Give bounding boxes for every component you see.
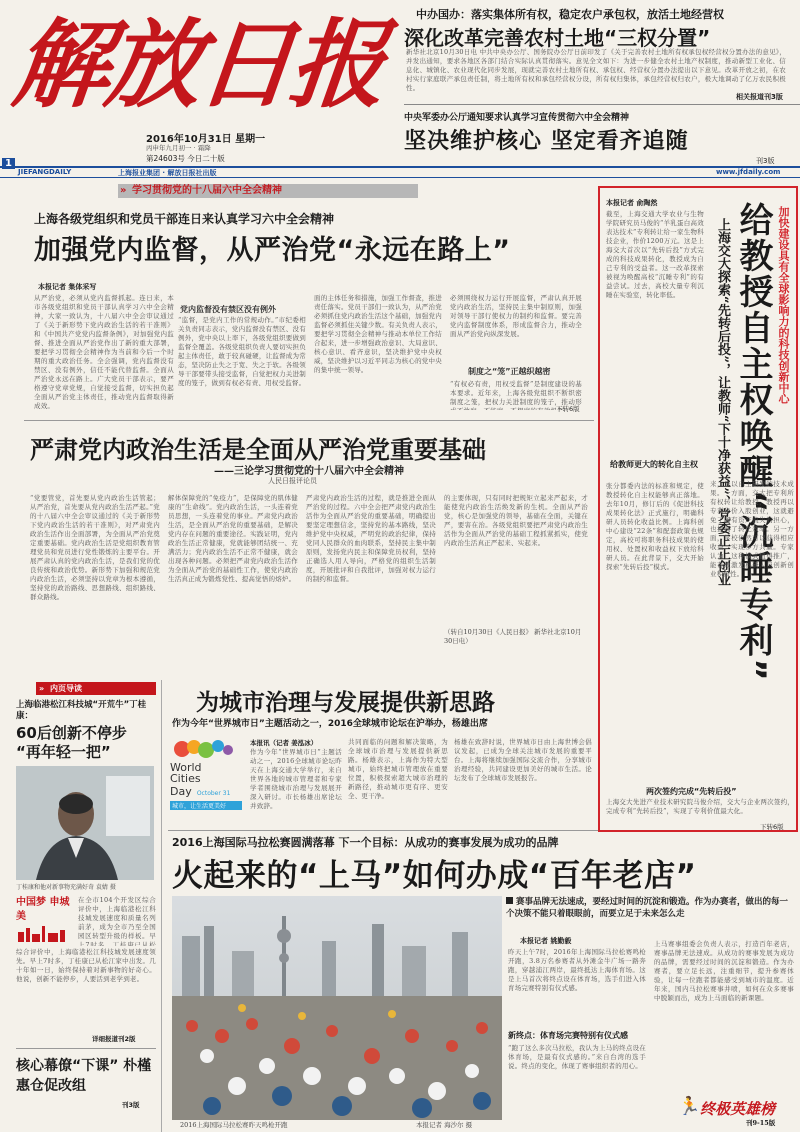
lead-story-byline: 本报记者 集体采写 [38,283,97,291]
publisher-line: 上海报业集团 · 解放日报社出版 [118,169,217,177]
right-feature-col-d [606,798,794,824]
lead-story-subhead1: 党内监督没有禁区没有例外 [180,305,276,314]
inside-guide-label-text: 内页导读 [50,684,82,693]
marathon-col1 [508,948,646,1024]
guide-item2-body [78,896,156,946]
second-news-headline[interactable]: 坚决维护核心 坚定看齐追随 [404,129,689,154]
deck-square-icon [506,897,513,904]
banner-arrow-icon: » [120,185,127,196]
website-left[interactable]: JIEFANGDAILY [18,168,72,176]
guide-arrow-icon: » [39,684,45,693]
lead-story-col3 [314,294,442,414]
top-news-kicker[interactable]: 中办国办：落实集体所有权，稳定农户承包权，放活土地经营权 [416,8,724,21]
marathon-kicker[interactable]: 2016上海国际马拉松赛圆满落幕 下一个目标：从成功的赛事发展为成功的品牌 [172,836,559,849]
colorful-circles-icon [170,736,240,762]
lead-story [24,204,594,414]
commentary-article [24,424,594,674]
commentary-col1 [30,494,160,672]
lead-story-col2 [178,316,306,414]
lead-story-kicker[interactable]: 上海各级党组织和党员干部连日来认真学习六中全会精神 [34,212,335,226]
second-news-more[interactable]: 刊3版 [756,157,775,165]
runner-icon: 🏃 [678,1096,701,1117]
wcd-line1: World [170,761,202,774]
wcd-date: October 31 [196,790,231,797]
lead-story-col4 [450,294,582,364]
marathon-col2 [654,940,794,1090]
marathon-deck-text: 赛事品牌无法速成，要经过时间的沉淀和锻造。作为办赛者，做出的每一个决策不能只着眼眼前，而要立足于未来怎么走 [506,897,789,919]
right-feature-byline: 本报记者 俞陶然 [606,199,658,207]
top-news-more[interactable]: 相关报道刊3版 [736,93,783,101]
right-feature-headline[interactable]: 给教授自主权唤醒“沉睡专利” [733,202,773,683]
marathon-photo[interactable] [172,896,502,1120]
marathon-photo-caption: 2016上海国际马拉松赛昨天鸣枪开跑 [180,1121,288,1129]
guide-item1-photo[interactable] [16,766,154,880]
commentary-headline[interactable]: 严肃党内政治生活是全面从严治党重要基础 [30,436,486,464]
guide-item3-headline[interactable]: 核心幕僚“下课” 朴槿惠仓促改组 [16,1058,152,1094]
marathon-subhead: 新终点：体育场完赛特别有仪式感 [508,1031,628,1040]
commentary-col3 [306,494,436,672]
marathon-col1b [508,1044,646,1128]
china-dream-logo-text: 中国梦 申城美 [16,897,70,922]
portrait-image [16,766,154,880]
commentary-col2 [168,494,298,672]
lead-story-subhead2: 制度之“笼”正越织越密 [468,367,551,376]
urban-story-byline: 本报讯（记者 姜泓冰） [250,739,318,747]
urban-story-col2 [348,738,448,824]
guide-item1-headline[interactable]: 60后创新不停步 “再年轻一把” [16,724,127,761]
top-news-headline[interactable]: 深化改革完善农村土地“三权分置” [404,26,711,50]
marathon-photo-credit: 本报记者 海沙尔 摄 [416,1121,473,1129]
lead-story-headline[interactable]: 加强党内监督，从严治党“永远在路上” [34,235,511,266]
marathon-byline: 本报记者 姚勤毅 [520,937,572,945]
second-news-kicker[interactable]: 中央军委办公厅通知要求认真学习宣传贯彻六中全会精神 [404,113,630,123]
right-feature-box [598,186,798,832]
inside-guide-label [36,682,156,695]
ultimate-heroes-more: 刊9-15版 [746,1119,776,1127]
guide-item2-more[interactable]: 详细报道刊2版 [92,1035,136,1043]
guide-item1-photo-caption: 丁桂康和他对新事物充满好奇 袁婧 摄 [16,884,116,891]
publication-date: 2016年10月31日 星期一 [146,134,266,145]
commentary-col4 [444,494,588,624]
wcd-cn: 城市，让生活更美好 [170,801,242,810]
urban-story-col1 [250,748,342,824]
inside-guide [6,680,162,1132]
city-skyline-icon [16,924,72,942]
issue-number: 第24603号 今日二十版 [146,154,225,163]
right-feature-col-b [606,482,704,782]
wcd-line2: Cities [170,772,201,785]
right-feature-col-a [606,210,704,460]
urban-story-subheadline: 作为今年“世界城市日”主题活动之一，2016全球城市论坛在沪举办，杨雄出席 [172,719,488,729]
commentary-author: 人民日报评论员 [268,477,317,485]
right-feature-subhead2: 两次签约完成“先转后投” [646,787,737,796]
commentary-subtitle: ——三论学习贯彻党的十八届六中全会精神 [214,466,404,477]
right-feature-more[interactable]: 下转6版 [760,823,784,831]
guide-item2-body2 [16,948,156,1026]
marathon-headline[interactable]: 火起来的“上马”如何办成“百年老店” [172,858,697,894]
guide-item3-more[interactable]: 刊3版 [122,1101,140,1109]
world-cities-day-logo[interactable] [170,736,242,818]
right-feature-col-c [710,480,794,784]
website-right[interactable]: www.jfdaily.com [716,168,781,176]
guide-item1-kicker[interactable]: 上海临港松江科技城“开荒牛”丁桂康： [16,700,147,721]
right-feature-subhead1: 给教师更大的转化自主权 [610,460,698,469]
ultimate-heroes-logo[interactable] [678,1094,794,1128]
right-feature-subheadline: 上海交大探索“先转后投”，让教师“下十净获益”、党委正正创业 [715,218,730,586]
urban-story-headline[interactable]: 为城市治理与发展提供新思路 [196,690,495,716]
urban-story [168,680,596,830]
top-news-body [406,48,786,92]
urban-story-col3 [454,738,592,824]
lead-story-more[interactable]: 下转6版 [556,405,580,413]
commentary-source: （转自10月30日《人民日报》 新华社北京10月30日电） [444,628,582,645]
wcd-line3: Day [170,785,192,798]
lead-story-col1 [34,294,174,414]
marathon-story [168,834,798,1132]
marathon-runners-image [172,896,502,1120]
lunar-date: 丙申年九月初一 · 霜降 [146,144,211,152]
masthead [0,0,800,180]
right-feature-kicker[interactable]: 加快建设具有全球影响力的科技创新中心 [777,206,790,404]
edition-number: 1 [2,158,15,169]
ultimate-heroes-text: 终极英雄榜 [700,1100,776,1118]
section-banner[interactable] [118,184,418,198]
newspaper-logo[interactable]: 解放日报 [8,8,388,121]
marathon-deck [506,896,796,932]
section-banner-label: 学习贯彻党的十八届六中全会精神 [132,185,282,196]
china-dream-logo[interactable] [16,896,76,944]
